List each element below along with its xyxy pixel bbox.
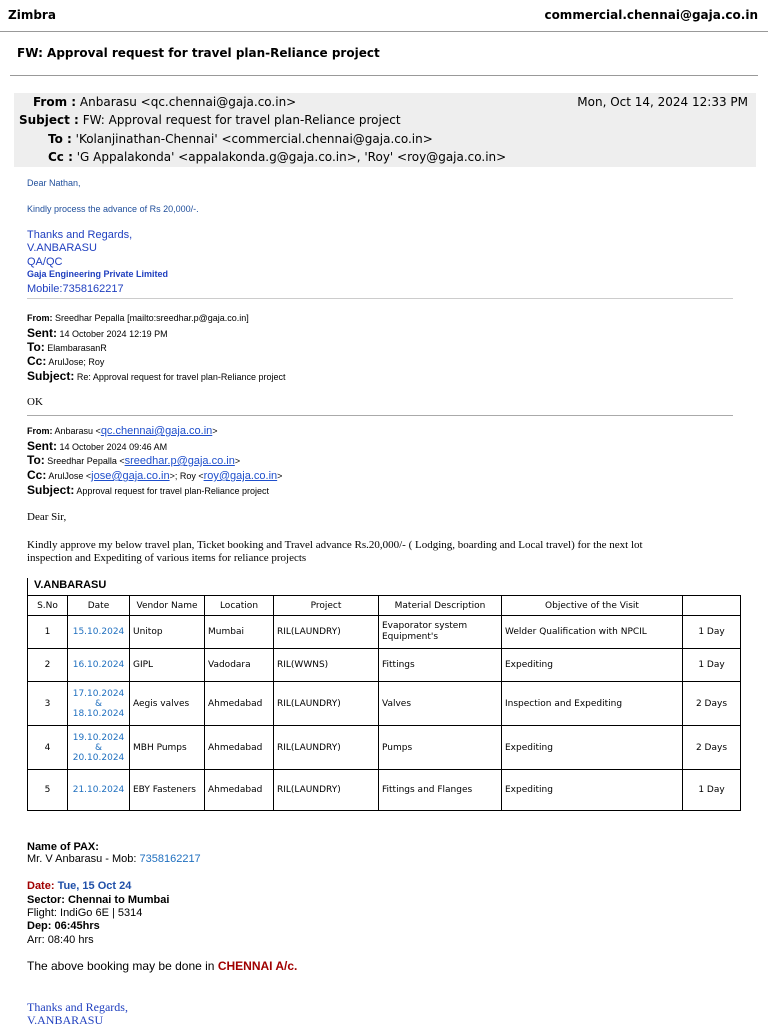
fw1-cc: Cc: ArulJose; Roy bbox=[27, 354, 105, 368]
cell-location: Ahmedabad bbox=[205, 770, 274, 811]
cell-objective: Welder Qualification with NPCIL bbox=[502, 616, 683, 649]
cell-objective: Expediting bbox=[502, 726, 683, 770]
cell-sno: 4 bbox=[28, 726, 68, 770]
fw1-subject: Subject: Re: Approval request for travel plan-Reliance project bbox=[27, 369, 286, 383]
header-cc: Cc : 'G Appalakonda' <appalakonda.g@gaja.co.in>, 'Roy' <roy@gaja.co.in> bbox=[48, 150, 507, 164]
cell-material: Fittings bbox=[379, 649, 502, 682]
cell-date: 17.10.2024 & 18.10.2024 bbox=[68, 682, 130, 726]
fw2-para-line2: inspection and Expediting of various items for reliance projects bbox=[27, 552, 307, 564]
pax-name: Mr. V Anbarasu - Mob: 7358162217 bbox=[27, 853, 201, 865]
header-to: To : 'Kolanjinathan-Chennai' <commercial.chennai@gaja.co.in> bbox=[48, 132, 433, 146]
cell-project: RIL(LAUNDRY) bbox=[274, 770, 379, 811]
cell-days: 1 Day bbox=[683, 616, 741, 649]
fw2-subject: Subject: Approval request for travel plan-Reliance project bbox=[27, 483, 269, 497]
pax-dep: Dep: 06:45hrs bbox=[27, 920, 100, 932]
col-project: Project bbox=[274, 596, 379, 616]
cell-vendor: Unitop bbox=[130, 616, 205, 649]
from-email-link[interactable]: qc.chennai@gaja.co.in bbox=[100, 425, 213, 437]
col-objective: Objective of the Visit bbox=[502, 596, 683, 616]
cell-days: 2 Days bbox=[683, 682, 741, 726]
cc-email-link-1[interactable]: jose@gaja.co.in bbox=[91, 470, 170, 482]
table-header-row bbox=[28, 596, 741, 616]
cell-date: 21.10.2024 bbox=[68, 770, 130, 811]
cc-recipients[interactable]: 'G Appalakonda' <appalakonda.g@gaja.co.in>, 'Roy' <roy@gaja.co.in> bbox=[76, 150, 507, 164]
cell-days: 1 Day bbox=[683, 770, 741, 811]
cell-vendor: GIPL bbox=[130, 649, 205, 682]
cell-location: Vadodara bbox=[205, 649, 274, 682]
signature-mobile: Mobile:7358162217 bbox=[27, 283, 124, 295]
header-from: From : Anbarasu <qc.chennai@gaja.co.in> bbox=[33, 95, 297, 109]
cell-days: 1 Day bbox=[683, 649, 741, 682]
app-brand: Zimbra bbox=[8, 8, 56, 22]
closing-name: V.ANBARASU bbox=[27, 1013, 104, 1027]
fw2-divider bbox=[27, 415, 733, 416]
pax-flight: Flight: IndiGo 6E | 5314 bbox=[27, 907, 143, 919]
fw1-body: OK bbox=[27, 396, 43, 408]
fw1-sent: Sent: 14 October 2024 12:19 PM bbox=[27, 326, 168, 340]
fw2-sent: Sent: 14 October 2024 09:46 AM bbox=[27, 439, 168, 453]
cell-location: Ahmedabad bbox=[205, 726, 274, 770]
travel-plan-table bbox=[27, 595, 741, 811]
cell-project: RIL(LAUNDRY) bbox=[274, 726, 379, 770]
cell-date: 15.10.2024 bbox=[68, 616, 130, 649]
fw2-from: From: Anbarasu <qc.chennai@gaja.co.in> bbox=[27, 425, 218, 437]
cell-objective: Expediting bbox=[502, 770, 683, 811]
recipient[interactable]: 'Kolanjinathan-Chennai' <commercial.chennai@gaja.co.in> bbox=[75, 132, 433, 146]
pax-date: Date: Tue, 15 Oct 24 bbox=[27, 880, 132, 892]
signature-regards: Thanks and Regards, bbox=[27, 229, 133, 241]
account-name[interactable]: commercial.chennai@gaja.co.in bbox=[544, 8, 758, 22]
table-row bbox=[28, 616, 741, 649]
cc-email-link-2[interactable]: roy@gaja.co.in bbox=[203, 470, 278, 482]
table-row bbox=[28, 682, 741, 726]
title-divider bbox=[10, 75, 758, 76]
cell-material: Fittings and Flanges bbox=[379, 770, 502, 811]
cell-objective: Inspection and Expediting bbox=[502, 682, 683, 726]
fw2-greeting: Dear Sir, bbox=[27, 511, 67, 523]
cell-days: 2 Days bbox=[683, 726, 741, 770]
cell-material: Valves bbox=[379, 682, 502, 726]
sender[interactable]: Anbarasu <qc.chennai@gaja.co.in> bbox=[79, 95, 297, 109]
cell-material: Evaporator system Equipment's bbox=[379, 616, 502, 649]
to-email-link[interactable]: sreedhar.p@gaja.co.in bbox=[124, 455, 235, 467]
fw2-para-line1: Kindly approve my below travel plan, Ticket booking and Travel advance Rs.20,000/- ( Lodging, boarding and Local travel) for the next lot bbox=[27, 539, 643, 551]
col-date: Date bbox=[68, 596, 130, 616]
closing-regards: Thanks and Regards, bbox=[27, 1000, 128, 1014]
signature-name: V.ANBARASU bbox=[27, 242, 97, 254]
fw1-from: From: Sreedhar Pepalla [mailto:sreedhar.p@gaja.co.in] bbox=[27, 313, 249, 323]
message-date: Mon, Oct 14, 2024 12:33 PM bbox=[577, 95, 748, 109]
cell-location: Ahmedabad bbox=[205, 682, 274, 726]
table-row bbox=[28, 726, 741, 770]
booking-note: The above booking may be done in CHENNAI A/c. bbox=[27, 959, 298, 973]
cell-sno: 3 bbox=[28, 682, 68, 726]
col-days bbox=[683, 596, 741, 616]
col-location: Location bbox=[205, 596, 274, 616]
cell-vendor: EBY Fasteners bbox=[130, 770, 205, 811]
fw1-to: To: ElambarasanR bbox=[27, 340, 107, 354]
pax-arr: Arr: 08:40 hrs bbox=[27, 934, 94, 946]
cell-material: Pumps bbox=[379, 726, 502, 770]
col-material: Material Description bbox=[379, 596, 502, 616]
signature-role: QA/QC bbox=[27, 256, 63, 268]
header-subject: Subject : FW: Approval request for travel plan-Reliance project bbox=[19, 113, 401, 127]
table-row bbox=[28, 770, 741, 811]
top-divider bbox=[0, 31, 768, 32]
cell-sno: 5 bbox=[28, 770, 68, 811]
cell-location: Mumbai bbox=[205, 616, 274, 649]
cell-sno: 2 bbox=[28, 649, 68, 682]
fw2-to: To: Sreedhar Pepalla <sreedhar.p@gaja.co.in> bbox=[27, 453, 241, 467]
cell-date: 16.10.2024 bbox=[68, 649, 130, 682]
message-header bbox=[14, 93, 756, 167]
col-vendor: Vendor Name bbox=[130, 596, 205, 616]
fw1-divider bbox=[27, 298, 733, 299]
pax-mobile[interactable]: 7358162217 bbox=[139, 853, 201, 865]
table-row bbox=[28, 649, 741, 682]
signature-company: Gaja Engineering Private Limited bbox=[27, 269, 169, 279]
body-line: Kindly process the advance of Rs 20,000/-. bbox=[27, 204, 199, 214]
pax-label: Name of PAX: bbox=[27, 841, 99, 853]
pax-sector: Sector: Chennai to Mumbai bbox=[27, 894, 170, 906]
table-heading: V.ANBARASU bbox=[27, 578, 768, 595]
message-title: FW: Approval request for travel plan-Reliance project bbox=[17, 46, 380, 60]
fw2-cc: Cc: ArulJose <jose@gaja.co.in>; Roy <roy@gaja.co.in> bbox=[27, 468, 283, 482]
col-sno: S.No bbox=[28, 596, 68, 616]
greeting: Dear Nathan, bbox=[27, 178, 81, 188]
cell-vendor: Aegis valves bbox=[130, 682, 205, 726]
cell-objective: Expediting bbox=[502, 649, 683, 682]
cell-date: 19.10.2024 & 20.10.2024 bbox=[68, 726, 130, 770]
cell-project: RIL(LAUNDRY) bbox=[274, 682, 379, 726]
cell-project: RIL(WWNS) bbox=[274, 649, 379, 682]
cell-sno: 1 bbox=[28, 616, 68, 649]
cell-vendor: MBH Pumps bbox=[130, 726, 205, 770]
cell-project: RIL(LAUNDRY) bbox=[274, 616, 379, 649]
